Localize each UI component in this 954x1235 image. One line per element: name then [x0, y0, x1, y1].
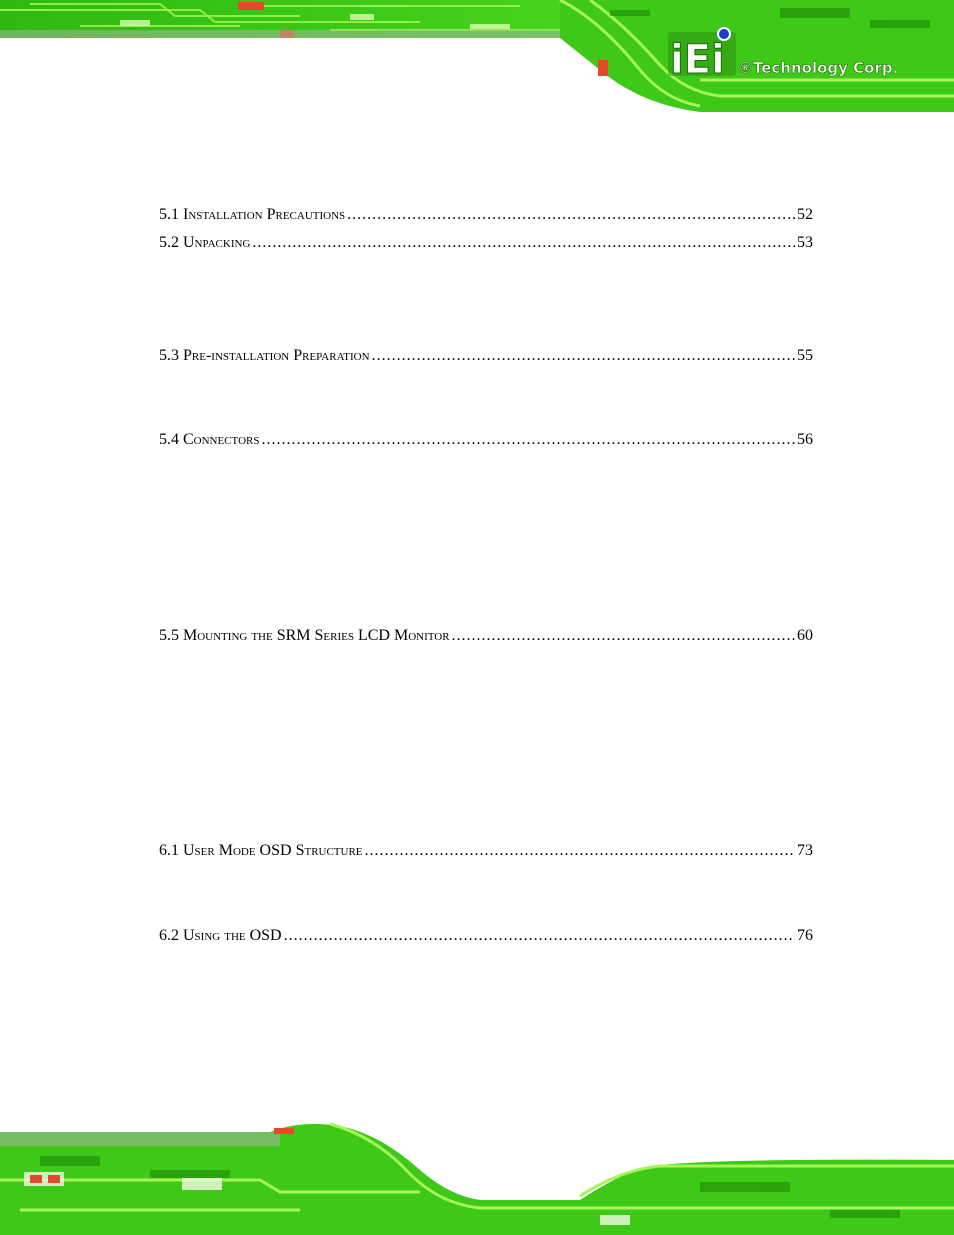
toc-leader	[284, 926, 795, 946]
toc-entry-6-1[interactable]	[159, 841, 813, 861]
toc-page-number: 55	[797, 347, 813, 364]
toc-label: 6.1 User Mode OSD Structure	[159, 842, 363, 859]
circuit-board-header-graphic	[0, 0, 954, 112]
toc-entry-5-2[interactable]	[159, 233, 813, 253]
logo-company: ®Technology Corp.	[738, 59, 899, 77]
toc-page-number: 52	[797, 206, 813, 223]
header-banner	[0, 0, 954, 112]
toc-page-number: 56	[797, 431, 813, 448]
toc-entry-6-2[interactable]	[159, 926, 813, 946]
toc-leader	[347, 205, 795, 225]
toc-label: 5.1 Installation Precautions	[159, 206, 346, 223]
toc-leader	[372, 346, 795, 366]
logo-brand: iEi	[670, 37, 725, 83]
toc-page-number: 76	[797, 927, 813, 944]
toc-page-number: 73	[797, 842, 813, 859]
toc-entry-5-4[interactable]	[159, 430, 813, 450]
toc-label: 5.4 Connectors	[159, 431, 260, 448]
toc-entry-5-1[interactable]	[159, 205, 813, 225]
toc-label: 5.2 Unpacking	[159, 234, 251, 251]
toc-label: 5.5 Mounting the SRM Series LCD Monitor	[159, 627, 450, 644]
toc-entry-5-3[interactable]	[159, 346, 813, 366]
toc-leader	[365, 841, 795, 861]
toc-entry-5-5[interactable]	[159, 626, 813, 646]
footer-banner	[0, 1120, 954, 1235]
toc-label: 6.2 Using the OSD	[159, 927, 282, 944]
toc-leader	[261, 430, 795, 450]
toc-page-number: 53	[797, 234, 813, 251]
circuit-board-footer-graphic	[0, 1120, 954, 1235]
toc-leader	[252, 233, 795, 253]
toc-label: 5.3 Pre-installation Preparation	[159, 347, 370, 364]
toc-page-number: 60	[797, 627, 813, 644]
toc-leader	[452, 626, 795, 646]
